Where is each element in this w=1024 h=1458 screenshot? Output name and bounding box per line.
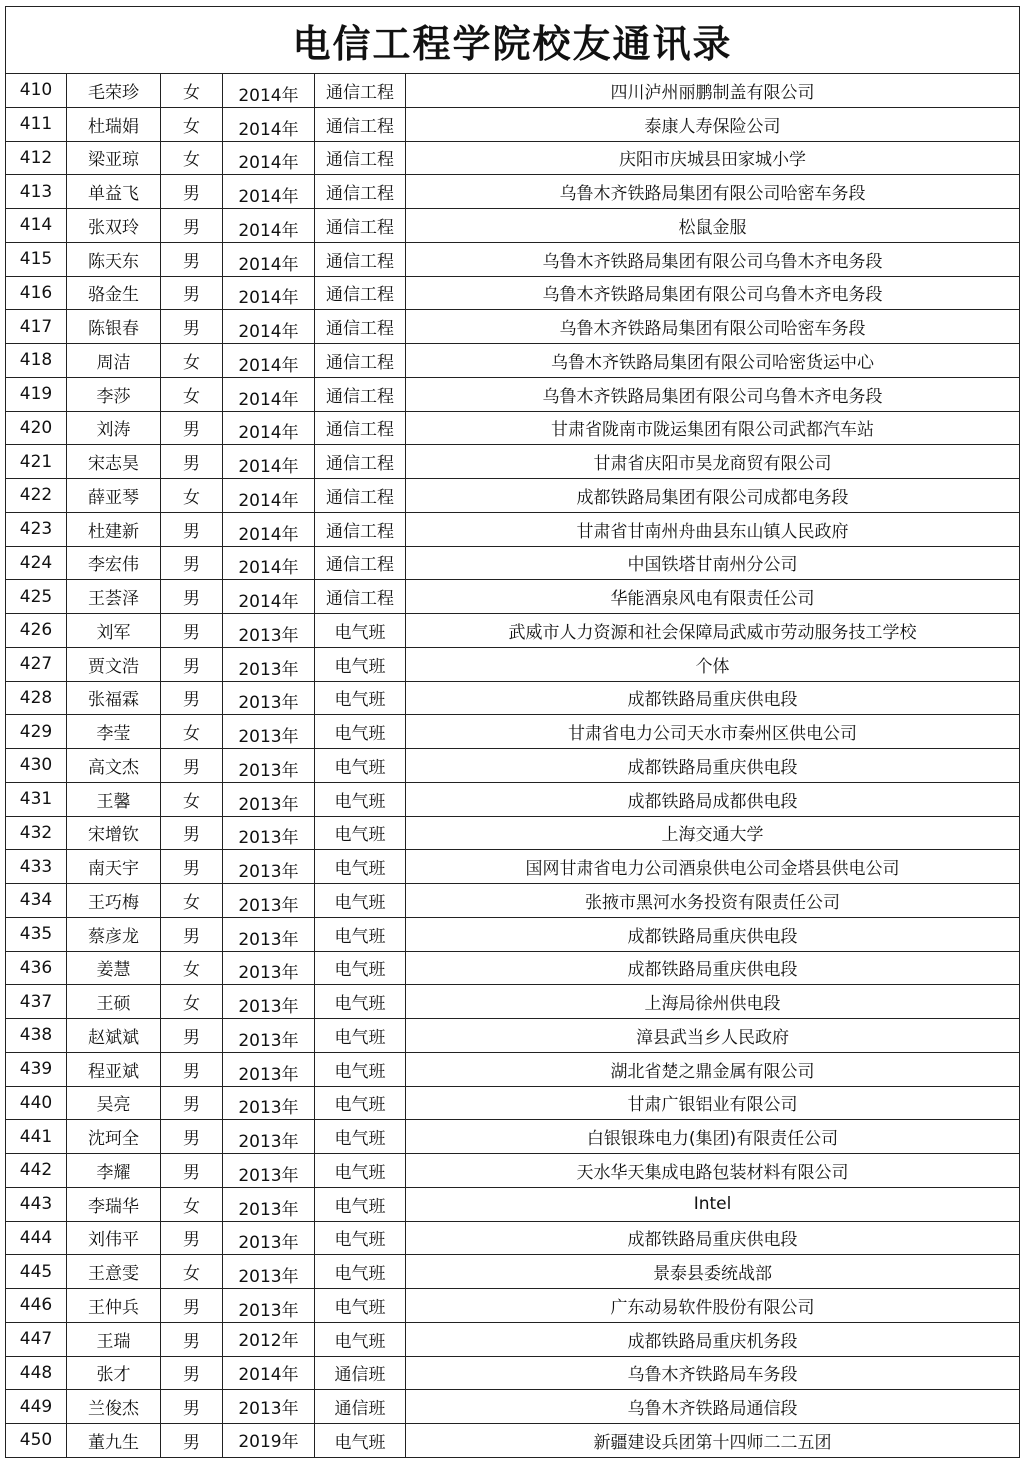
name-cell: 王巧梅 [67,884,161,918]
gender-cell: 男 [161,917,223,951]
row-number-cell: 447 [6,1322,67,1356]
row-number-cell: 411 [6,107,67,141]
gender-cell: 女 [161,107,223,141]
name-cell: 王仲兵 [67,1289,161,1323]
gender-cell: 女 [161,74,223,108]
gender-cell: 男 [161,1086,223,1120]
name-cell: 李莹 [67,715,161,749]
name-cell: 贾文浩 [67,647,161,681]
table-body [6,74,1020,1458]
major-cell: 电气班 [315,647,406,681]
employer-cell: 广东动易软件股份有限公司 [406,1289,1020,1323]
year-cell: 2014年 [223,209,315,243]
gender-cell: 男 [161,580,223,614]
year-cell: 2014年 [223,107,315,141]
table-row [6,1154,1020,1188]
employer-cell: 乌鲁木齐铁路局集团有限公司乌鲁木齐电务段 [406,242,1020,276]
table-row [6,782,1020,816]
row-number-cell: 430 [6,749,67,783]
major-cell: 电气班 [315,782,406,816]
year-cell: 2013年 [223,1154,315,1188]
row-number-cell: 419 [6,377,67,411]
name-cell: 单益飞 [67,175,161,209]
name-cell: 李宏伟 [67,546,161,580]
gender-cell: 男 [161,1356,223,1390]
major-cell: 通信工程 [315,242,406,276]
major-cell: 通信工程 [315,580,406,614]
gender-cell: 女 [161,951,223,985]
title-row [6,7,1020,74]
employer-cell: 华能酒泉风电有限责任公司 [406,580,1020,614]
row-number-cell: 450 [6,1424,67,1458]
employer-cell: 漳县武当乡人民政府 [406,1019,1020,1053]
major-cell: 电气班 [315,1052,406,1086]
major-cell: 通信工程 [315,512,406,546]
table-row [6,1289,1020,1323]
table-row [6,1221,1020,1255]
row-number-cell: 448 [6,1356,67,1390]
year-cell: 2013年 [223,647,315,681]
name-cell: 杜瑞娟 [67,107,161,141]
year-cell: 2013年 [223,1390,315,1424]
employer-cell: 湖北省楚之鼎金属有限公司 [406,1052,1020,1086]
table-row [6,479,1020,513]
gender-cell: 男 [161,1019,223,1053]
major-cell: 电气班 [315,614,406,648]
year-cell: 2014年 [223,479,315,513]
gender-cell: 女 [161,715,223,749]
row-number-cell: 420 [6,411,67,445]
table-row [6,209,1020,243]
gender-cell: 女 [161,884,223,918]
employer-cell: 上海交通大学 [406,816,1020,850]
row-number-cell: 435 [6,917,67,951]
major-cell: 电气班 [315,1086,406,1120]
year-cell: 2013年 [223,1289,315,1323]
name-cell: 王荟泽 [67,580,161,614]
major-cell: 电气班 [315,850,406,884]
name-cell: 董九生 [67,1424,161,1458]
row-number-cell: 442 [6,1154,67,1188]
year-cell: 2013年 [223,715,315,749]
year-cell: 2013年 [223,917,315,951]
year-cell: 2014年 [223,175,315,209]
year-cell: 2014年 [223,1356,315,1390]
employer-cell: 庆阳市庆城县田家城小学 [406,141,1020,175]
year-cell: 2014年 [223,512,315,546]
name-cell: 高文杰 [67,749,161,783]
employer-cell: 乌鲁木齐铁路局集团有限公司哈密货运中心 [406,344,1020,378]
name-cell: 毛荣珍 [67,74,161,108]
table-row [6,985,1020,1019]
gender-cell: 男 [161,749,223,783]
employer-cell: 甘肃省陇南市陇运集团有限公司武都汽车站 [406,411,1020,445]
employer-cell: 乌鲁木齐铁路局集团有限公司哈密车务段 [406,310,1020,344]
year-cell: 2013年 [223,614,315,648]
year-cell: 2013年 [223,1187,315,1221]
employer-cell: 个体 [406,647,1020,681]
major-cell: 电气班 [315,1221,406,1255]
employer-cell: 乌鲁木齐铁路局集团有限公司哈密车务段 [406,175,1020,209]
year-cell: 2013年 [223,1221,315,1255]
gender-cell: 男 [161,209,223,243]
table-row [6,74,1020,108]
major-cell: 电气班 [315,985,406,1019]
table-row [6,107,1020,141]
employer-cell: 上海局徐州供电段 [406,985,1020,1019]
row-number-cell: 412 [6,141,67,175]
year-cell: 2019年 [223,1424,315,1458]
row-number-cell: 436 [6,951,67,985]
major-cell: 电气班 [315,715,406,749]
row-number-cell: 441 [6,1120,67,1154]
name-cell: 陈银春 [67,310,161,344]
gender-cell: 男 [161,681,223,715]
row-number-cell: 428 [6,681,67,715]
name-cell: 刘军 [67,614,161,648]
employer-cell: 武威市人力资源和社会保障局武威市劳动服务技工学校 [406,614,1020,648]
table-row [6,1086,1020,1120]
row-number-cell: 449 [6,1390,67,1424]
table-row [6,715,1020,749]
row-number-cell: 418 [6,344,67,378]
table-row [6,411,1020,445]
gender-cell: 女 [161,344,223,378]
row-number-cell: 423 [6,512,67,546]
gender-cell: 男 [161,1322,223,1356]
major-cell: 通信工程 [315,377,406,411]
name-cell: 梁亚琼 [67,141,161,175]
major-cell: 通信工程 [315,445,406,479]
employer-cell: 新疆建设兵团第十四师二二五团 [406,1424,1020,1458]
gender-cell: 男 [161,1424,223,1458]
major-cell: 通信工程 [315,209,406,243]
employer-cell: 甘肃省电力公司天水市秦州区供电公司 [406,715,1020,749]
major-cell: 电气班 [315,1120,406,1154]
table-row [6,310,1020,344]
gender-cell: 女 [161,1255,223,1289]
employer-cell: Intel [406,1187,1020,1221]
year-cell: 2013年 [223,782,315,816]
employer-cell: 成都铁路局重庆机务段 [406,1322,1020,1356]
table-row [6,580,1020,614]
table-row [6,917,1020,951]
name-cell: 赵斌斌 [67,1019,161,1053]
major-cell: 电气班 [315,1019,406,1053]
name-cell: 周洁 [67,344,161,378]
gender-cell: 女 [161,1187,223,1221]
row-number-cell: 443 [6,1187,67,1221]
major-cell: 电气班 [315,917,406,951]
year-cell: 2014年 [223,377,315,411]
gender-cell: 男 [161,1221,223,1255]
gender-cell: 男 [161,647,223,681]
employer-cell: 成都铁路局重庆供电段 [406,951,1020,985]
employer-cell: 甘肃省甘南州舟曲县东山镇人民政府 [406,512,1020,546]
row-number-cell: 415 [6,242,67,276]
gender-cell: 女 [161,782,223,816]
row-number-cell: 425 [6,580,67,614]
major-cell: 电气班 [315,816,406,850]
employer-cell: 景泰县委统战部 [406,1255,1020,1289]
year-cell: 2013年 [223,1120,315,1154]
table-row [6,816,1020,850]
table-row [6,1019,1020,1053]
name-cell: 刘涛 [67,411,161,445]
table-row [6,141,1020,175]
major-cell: 电气班 [315,749,406,783]
employer-cell: 乌鲁木齐铁路局集团有限公司乌鲁木齐电务段 [406,276,1020,310]
row-number-cell: 416 [6,276,67,310]
gender-cell: 男 [161,546,223,580]
row-number-cell: 434 [6,884,67,918]
name-cell: 李瑞华 [67,1187,161,1221]
employer-cell: 成都铁路局重庆供电段 [406,1221,1020,1255]
name-cell: 南天宇 [67,850,161,884]
gender-cell: 男 [161,512,223,546]
table-row [6,276,1020,310]
year-cell: 2014年 [223,546,315,580]
gender-cell: 女 [161,985,223,1019]
year-cell: 2013年 [223,1052,315,1086]
table-row [6,445,1020,479]
table-row [6,546,1020,580]
employer-cell: 白银银珠电力(集团)有限责任公司 [406,1120,1020,1154]
year-cell: 2014年 [223,344,315,378]
major-cell: 通信班 [315,1356,406,1390]
employer-cell: 乌鲁木齐铁路局通信段 [406,1390,1020,1424]
row-number-cell: 444 [6,1221,67,1255]
row-number-cell: 431 [6,782,67,816]
row-number-cell: 439 [6,1052,67,1086]
name-cell: 张才 [67,1356,161,1390]
major-cell: 电气班 [315,1289,406,1323]
major-cell: 通信工程 [315,546,406,580]
name-cell: 宋志昊 [67,445,161,479]
major-cell: 通信工程 [315,479,406,513]
table-row [6,1255,1020,1289]
year-cell: 2014年 [223,276,315,310]
employer-cell: 松鼠金服 [406,209,1020,243]
year-cell: 2013年 [223,850,315,884]
employer-cell: 成都铁路局重庆供电段 [406,681,1020,715]
name-cell: 张福霖 [67,681,161,715]
name-cell: 王意雯 [67,1255,161,1289]
row-number-cell: 433 [6,850,67,884]
name-cell: 李耀 [67,1154,161,1188]
table-row [6,242,1020,276]
table-row [6,1356,1020,1390]
employer-cell: 成都铁路局集团有限公司成都电务段 [406,479,1020,513]
row-number-cell: 445 [6,1255,67,1289]
name-cell: 骆金生 [67,276,161,310]
table-row [6,614,1020,648]
employer-cell: 张掖市黑河水务投资有限责任公司 [406,884,1020,918]
row-number-cell: 429 [6,715,67,749]
gender-cell: 男 [161,411,223,445]
row-number-cell: 437 [6,985,67,1019]
name-cell: 李莎 [67,377,161,411]
row-number-cell: 422 [6,479,67,513]
year-cell: 2014年 [223,141,315,175]
year-cell: 2013年 [223,884,315,918]
row-number-cell: 446 [6,1289,67,1323]
gender-cell: 男 [161,816,223,850]
gender-cell: 男 [161,614,223,648]
employer-cell: 泰康人寿保险公司 [406,107,1020,141]
major-cell: 电气班 [315,681,406,715]
major-cell: 电气班 [315,1322,406,1356]
row-number-cell: 421 [6,445,67,479]
year-cell: 2013年 [223,951,315,985]
row-number-cell: 427 [6,647,67,681]
name-cell: 张双玲 [67,209,161,243]
name-cell: 兰俊杰 [67,1390,161,1424]
table-row [6,681,1020,715]
table-row [6,647,1020,681]
employer-cell: 国网甘肃省电力公司酒泉供电公司金塔县供电公司 [406,850,1020,884]
major-cell: 通信工程 [315,276,406,310]
table-row [6,1120,1020,1154]
employer-cell: 四川泸州丽鹏制盖有限公司 [406,74,1020,108]
major-cell: 电气班 [315,1187,406,1221]
gender-cell: 男 [161,445,223,479]
year-cell: 2013年 [223,1255,315,1289]
major-cell: 通信工程 [315,141,406,175]
name-cell: 姜慧 [67,951,161,985]
alumni-directory-sheet [5,6,1019,1458]
major-cell: 通信工程 [315,344,406,378]
year-cell: 2014年 [223,580,315,614]
name-cell: 吴亮 [67,1086,161,1120]
year-cell: 2014年 [223,310,315,344]
gender-cell: 男 [161,850,223,884]
gender-cell: 男 [161,276,223,310]
row-number-cell: 426 [6,614,67,648]
row-number-cell: 438 [6,1019,67,1053]
name-cell: 宋增钦 [67,816,161,850]
major-cell: 通信工程 [315,175,406,209]
page-title: 电信工程学院校友通讯录 [6,7,1020,74]
name-cell: 沈珂全 [67,1120,161,1154]
row-number-cell: 424 [6,546,67,580]
employer-cell: 甘肃省庆阳市昊龙商贸有限公司 [406,445,1020,479]
alumni-table [5,6,1020,1458]
year-cell: 2014年 [223,411,315,445]
name-cell: 程亚斌 [67,1052,161,1086]
gender-cell: 男 [161,175,223,209]
row-number-cell: 440 [6,1086,67,1120]
table-row [6,850,1020,884]
employer-cell: 成都铁路局重庆供电段 [406,917,1020,951]
year-cell: 2013年 [223,1086,315,1120]
gender-cell: 男 [161,1289,223,1323]
major-cell: 通信工程 [315,411,406,445]
gender-cell: 男 [161,1052,223,1086]
gender-cell: 男 [161,1154,223,1188]
major-cell: 电气班 [315,951,406,985]
year-cell: 2013年 [223,1019,315,1053]
year-cell: 2012年 [223,1322,315,1356]
employer-cell: 天水华天集成电路包装材料有限公司 [406,1154,1020,1188]
year-cell: 2013年 [223,681,315,715]
table-row [6,1187,1020,1221]
table-row [6,884,1020,918]
name-cell: 薛亚琴 [67,479,161,513]
year-cell: 2013年 [223,816,315,850]
gender-cell: 女 [161,377,223,411]
table-row [6,344,1020,378]
gender-cell: 女 [161,479,223,513]
name-cell: 陈天东 [67,242,161,276]
table-row [6,1322,1020,1356]
name-cell: 王瑞 [67,1322,161,1356]
table-row [6,749,1020,783]
name-cell: 杜建新 [67,512,161,546]
name-cell: 蔡彦龙 [67,917,161,951]
gender-cell: 女 [161,141,223,175]
year-cell: 2014年 [223,242,315,276]
year-cell: 2014年 [223,445,315,479]
major-cell: 通信班 [315,1390,406,1424]
major-cell: 电气班 [315,1255,406,1289]
major-cell: 电气班 [315,884,406,918]
row-number-cell: 417 [6,310,67,344]
gender-cell: 男 [161,242,223,276]
employer-cell: 甘肃广银铝业有限公司 [406,1086,1020,1120]
table-row [6,1052,1020,1086]
year-cell: 2014年 [223,74,315,108]
major-cell: 电气班 [315,1154,406,1188]
table-row [6,1390,1020,1424]
year-cell: 2013年 [223,749,315,783]
row-number-cell: 432 [6,816,67,850]
table-row [6,951,1020,985]
table-row [6,1424,1020,1458]
employer-cell: 中国铁塔甘南州分公司 [406,546,1020,580]
table-row [6,512,1020,546]
name-cell: 刘伟平 [67,1221,161,1255]
row-number-cell: 410 [6,74,67,108]
employer-cell: 成都铁路局重庆供电段 [406,749,1020,783]
gender-cell: 男 [161,1120,223,1154]
employer-cell: 乌鲁木齐铁路局车务段 [406,1356,1020,1390]
year-cell: 2013年 [223,985,315,1019]
gender-cell: 男 [161,1390,223,1424]
employer-cell: 乌鲁木齐铁路局集团有限公司乌鲁木齐电务段 [406,377,1020,411]
gender-cell: 男 [161,310,223,344]
major-cell: 通信工程 [315,74,406,108]
major-cell: 通信工程 [315,107,406,141]
name-cell: 王馨 [67,782,161,816]
row-number-cell: 413 [6,175,67,209]
major-cell: 通信工程 [315,310,406,344]
major-cell: 电气班 [315,1424,406,1458]
table-row [6,377,1020,411]
table-row [6,175,1020,209]
name-cell: 王硕 [67,985,161,1019]
employer-cell: 成都铁路局成都供电段 [406,782,1020,816]
row-number-cell: 414 [6,209,67,243]
